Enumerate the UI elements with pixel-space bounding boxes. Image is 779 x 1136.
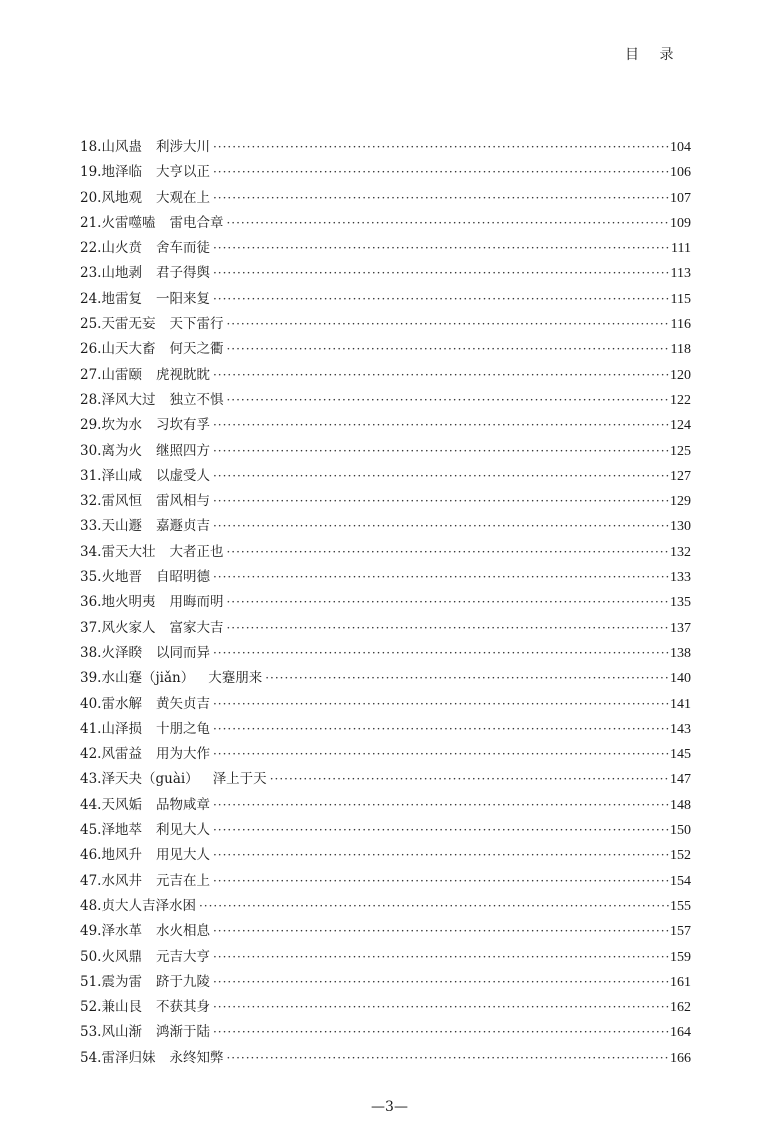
entry-page-number: 143 xyxy=(670,721,691,737)
entry-motto: 黄矢贞吉 xyxy=(155,695,210,712)
entry-motto: 跻于九陵 xyxy=(155,973,210,990)
entry-motto: 大者正也 xyxy=(169,543,224,560)
entry-page-number: 113 xyxy=(670,266,691,282)
dot-leader xyxy=(213,692,669,717)
entry-page-number: 133 xyxy=(670,570,691,586)
entry-motto: 一阳来复 xyxy=(155,290,210,307)
entry-page-number: 135 xyxy=(670,595,691,611)
dot-leader xyxy=(226,590,669,615)
dot-leader xyxy=(213,439,669,464)
dot-leader xyxy=(213,945,669,970)
entry-page-number: 122 xyxy=(670,392,691,408)
entry-motto: 利见大人 xyxy=(155,822,210,839)
toc-entry[interactable] xyxy=(80,1020,691,1045)
dot-leader xyxy=(226,616,669,641)
toc-entry[interactable] xyxy=(80,742,691,767)
entry-hexagram-name: 山地剥 xyxy=(101,265,142,282)
toc-entry[interactable] xyxy=(80,186,691,211)
entry-number: 44. xyxy=(80,796,102,813)
entry-number: 53. xyxy=(80,1024,102,1041)
entry-number: 38. xyxy=(80,644,102,661)
entry-motto: 虎视眈眈 xyxy=(155,366,210,383)
toc-entry[interactable] xyxy=(80,287,691,312)
toc-entry[interactable] xyxy=(80,1046,691,1071)
dot-leader xyxy=(213,514,669,539)
entry-motto: 水火相息 xyxy=(155,923,210,940)
entry-hexagram-name: 风雷益 xyxy=(101,746,142,763)
entry-hexagram-name: 地泽临 xyxy=(101,164,142,181)
entry-hexagram-name: 山天大畜 xyxy=(101,341,156,358)
toc-entry[interactable] xyxy=(80,413,691,438)
entry-motto: 自昭明德 xyxy=(155,569,210,586)
entry-number: 29. xyxy=(80,417,102,434)
entry-motto: 大蹇朋来 xyxy=(208,670,263,687)
dot-leader xyxy=(213,287,670,312)
entry-motto: 元吉在上 xyxy=(155,872,210,889)
entry-number: 36. xyxy=(80,594,102,611)
dot-leader xyxy=(213,135,669,160)
entry-number: 28. xyxy=(80,391,102,408)
entry-number: 24. xyxy=(80,290,102,307)
entry-hexagram-name: 山火贲 xyxy=(101,240,142,257)
entry-page-number: 145 xyxy=(670,747,691,763)
toc-entry[interactable] xyxy=(80,540,691,565)
toc-entry[interactable] xyxy=(80,767,691,792)
entry-number: 26. xyxy=(80,341,102,358)
toc-entry[interactable] xyxy=(80,919,691,944)
entry-motto: 大亨以正 xyxy=(155,164,210,181)
toc-entry[interactable] xyxy=(80,565,691,590)
entry-motto: 继照四方 xyxy=(155,442,210,459)
dot-leader xyxy=(265,666,669,691)
entry-motto: 用见大人 xyxy=(155,847,210,864)
entry-motto: 习坎有孚 xyxy=(155,417,210,434)
entry-page-number: 132 xyxy=(670,544,691,560)
toc-entry[interactable] xyxy=(80,489,691,514)
entry-page-number: 129 xyxy=(670,494,691,510)
entry-motto: 元吉大亨 xyxy=(155,948,210,965)
toc-entry[interactable] xyxy=(80,945,691,970)
entry-number: 35. xyxy=(80,569,102,586)
toc-entry[interactable] xyxy=(80,211,691,236)
entry-hexagram-name: 火雷噬嗑 xyxy=(101,214,156,231)
entry-page-number: 162 xyxy=(670,1000,691,1016)
entry-number: 40. xyxy=(80,695,102,712)
entry-motto: 君子得舆 xyxy=(155,265,210,282)
entry-motto: 舍车而徒 xyxy=(155,240,210,257)
toc-entry[interactable] xyxy=(80,590,691,615)
dot-leader xyxy=(213,742,669,767)
toc-entry[interactable] xyxy=(80,717,691,742)
entry-number: 30. xyxy=(80,442,102,459)
entry-hexagram-name: 地火明夷 xyxy=(101,594,156,611)
entry-hexagram-name: 泽风大过 xyxy=(101,391,156,408)
entry-number: 19. xyxy=(80,164,102,181)
dot-leader xyxy=(213,869,669,894)
toc-entry[interactable] xyxy=(80,616,691,641)
entry-page-number: 118 xyxy=(670,342,691,358)
entry-motto: 大观在上 xyxy=(155,189,210,206)
toc-entry[interactable] xyxy=(80,236,691,261)
entry-page-number: 138 xyxy=(670,645,691,661)
entry-motto: 何天之衢 xyxy=(169,341,224,358)
entry-page-number: 106 xyxy=(670,165,691,181)
toc-entry[interactable] xyxy=(80,312,691,337)
dot-leader xyxy=(213,843,669,868)
toc-entry[interactable] xyxy=(80,261,691,286)
toc-entry[interactable] xyxy=(80,894,691,919)
dot-leader xyxy=(226,312,669,337)
entry-page-number: 124 xyxy=(670,418,691,434)
entry-page-number: 140 xyxy=(670,671,691,687)
entry-page-number: 127 xyxy=(670,468,691,484)
entry-number: 23. xyxy=(80,265,102,282)
entry-number: 54. xyxy=(80,1049,102,1066)
entry-motto: 鸿渐于陆 xyxy=(155,1024,210,1041)
dot-leader xyxy=(213,413,669,438)
entry-motto: 品物咸章 xyxy=(155,796,210,813)
entry-page-number: 137 xyxy=(670,620,691,636)
dot-leader xyxy=(213,818,669,843)
entry-hexagram-name: 坎为水 xyxy=(101,417,142,434)
entry-motto: 十朋之龟 xyxy=(155,720,210,737)
entry-number: 33. xyxy=(80,518,102,535)
dot-leader xyxy=(213,236,670,261)
entry-page-number: 147 xyxy=(670,772,691,788)
entry-page-number: 154 xyxy=(670,873,691,889)
entry-number: 39. xyxy=(80,670,102,687)
dot-leader xyxy=(213,919,669,944)
entry-page-number: 157 xyxy=(670,924,691,940)
entry-hexagram-name: 火风鼎 xyxy=(101,948,142,965)
entry-hexagram-name: 泽地萃 xyxy=(101,822,142,839)
entry-hexagram-name: 兼山艮 xyxy=(101,999,142,1016)
dot-leader xyxy=(213,464,669,489)
entry-hexagram-name: 地风升 xyxy=(101,847,142,864)
page-header-title: 目 录 xyxy=(625,47,682,63)
entry-hexagram-name: 泽山咸 xyxy=(101,467,142,484)
entry-motto: 独立不惧 xyxy=(169,391,224,408)
entry-hexagram-name: 火泽睽 xyxy=(101,644,142,661)
entry-number: 49. xyxy=(80,923,102,940)
entry-page-number: 164 xyxy=(670,1025,691,1041)
entry-page-number: 161 xyxy=(670,974,691,990)
entry-page-number: 107 xyxy=(670,190,691,206)
entry-number: 41. xyxy=(80,720,102,737)
entry-motto: 以同而异 xyxy=(155,644,210,661)
toc-entry[interactable] xyxy=(80,995,691,1020)
entry-hexagram-name: 贞大人吉泽水困 xyxy=(101,897,196,914)
entry-page-number: 120 xyxy=(670,367,691,383)
toc-entry[interactable] xyxy=(80,818,691,843)
entry-motto: 雷电合章 xyxy=(169,214,224,231)
entry-number: 42. xyxy=(80,746,102,763)
dot-leader xyxy=(213,363,669,388)
entry-motto: 嘉遯贞吉 xyxy=(155,518,210,535)
dot-leader xyxy=(213,995,669,1020)
entry-motto: 天下雷行 xyxy=(169,316,224,333)
toc-entry[interactable] xyxy=(80,793,691,818)
dot-leader xyxy=(226,540,669,565)
toc-entry[interactable] xyxy=(80,464,691,489)
entry-hexagram-name: 风火家人 xyxy=(101,619,156,636)
entry-number: 25. xyxy=(80,316,102,333)
entry-number: 18. xyxy=(80,139,102,155)
entry-number: 46. xyxy=(80,847,102,864)
dot-leader xyxy=(213,717,669,742)
entry-hexagram-name: 山风蛊 xyxy=(101,139,142,155)
toc-entry[interactable] xyxy=(80,970,691,995)
entry-hexagram-name: 地雷复 xyxy=(101,290,142,307)
toc-entry[interactable] xyxy=(80,388,691,413)
entry-page-number: 109 xyxy=(670,215,691,231)
entry-hexagram-name: 水山蹇（jiǎn） xyxy=(101,670,195,687)
dot-leader xyxy=(270,767,669,792)
entry-page-number: 150 xyxy=(670,823,691,839)
entry-number: 37. xyxy=(80,619,102,636)
dot-leader xyxy=(199,894,669,919)
entry-hexagram-name: 风地观 xyxy=(101,189,142,206)
dot-leader xyxy=(213,186,669,211)
dot-leader xyxy=(213,160,669,185)
entry-number: 52. xyxy=(80,999,102,1016)
toc-entry[interactable] xyxy=(80,641,691,666)
entry-motto: 泽上于天 xyxy=(212,771,267,788)
entry-page-number: 148 xyxy=(670,797,691,813)
entry-number: 27. xyxy=(80,366,102,383)
entry-page-number: 166 xyxy=(670,1050,691,1066)
entry-number: 43. xyxy=(80,771,102,788)
entry-hexagram-name: 雷风恒 xyxy=(101,493,142,510)
entry-motto: 用晦而明 xyxy=(169,594,224,611)
entry-number: 50. xyxy=(80,948,102,965)
entry-hexagram-name: 离为火 xyxy=(101,442,142,459)
entry-hexagram-name: 雷泽归妹 xyxy=(101,1049,156,1066)
entry-number: 47. xyxy=(80,872,102,889)
entry-motto: 利涉大川 xyxy=(155,139,210,155)
entry-page-number: 115 xyxy=(670,291,691,307)
dot-leader xyxy=(226,211,669,236)
entry-page-number: 141 xyxy=(670,696,691,712)
entry-hexagram-name: 火地晋 xyxy=(101,569,142,586)
entry-hexagram-name: 风山渐 xyxy=(101,1024,142,1041)
entry-motto: 以虚受人 xyxy=(155,467,210,484)
entry-page-number: 116 xyxy=(670,317,691,333)
entry-number: 21. xyxy=(80,214,102,231)
entry-number: 22. xyxy=(80,240,102,257)
toc-entry[interactable] xyxy=(80,439,691,464)
toc-entry[interactable] xyxy=(80,514,691,539)
entry-page-number: 130 xyxy=(670,519,691,535)
entry-hexagram-name: 泽水革 xyxy=(101,923,142,940)
entry-page-number: 104 xyxy=(670,140,691,155)
entry-hexagram-name: 山泽损 xyxy=(101,720,142,737)
entry-hexagram-name: 山雷颐 xyxy=(101,366,142,383)
entry-number: 31. xyxy=(80,467,102,484)
dot-leader xyxy=(226,1046,669,1071)
entry-motto: 用为大作 xyxy=(155,746,210,763)
toc-entry[interactable] xyxy=(80,135,691,160)
dot-leader xyxy=(226,388,669,413)
entry-number: 34. xyxy=(80,543,102,560)
table-of-contents xyxy=(80,135,691,1071)
entry-page-number: 111 xyxy=(671,241,691,257)
entry-hexagram-name: 雷天大壮 xyxy=(101,543,156,560)
toc-entry[interactable] xyxy=(80,869,691,894)
entry-hexagram-name: 天山遯 xyxy=(101,518,142,535)
entry-motto: 永终知弊 xyxy=(169,1049,224,1066)
entry-number: 32. xyxy=(80,493,102,510)
toc-entry[interactable] xyxy=(80,337,691,362)
dot-leader xyxy=(213,261,670,286)
entry-page-number: 155 xyxy=(670,898,691,914)
dot-leader xyxy=(213,970,669,995)
entry-page-number: 152 xyxy=(670,848,691,864)
entry-number: 45. xyxy=(80,822,102,839)
dot-leader xyxy=(213,1020,669,1045)
dot-leader xyxy=(213,793,669,818)
entry-motto: 不获其身 xyxy=(155,999,210,1016)
dot-leader xyxy=(213,641,669,666)
entry-hexagram-name: 天风姤 xyxy=(101,796,142,813)
toc-entry[interactable] xyxy=(80,363,691,388)
entry-page-number: 125 xyxy=(670,443,691,459)
entry-number: 51. xyxy=(80,973,102,990)
dot-leader xyxy=(213,489,669,514)
entry-page-number: 159 xyxy=(670,949,691,965)
toc-entry[interactable] xyxy=(80,666,691,691)
entry-hexagram-name: 天雷无妄 xyxy=(101,316,156,333)
entry-hexagram-name: 泽天夬（guài） xyxy=(101,771,199,788)
toc-entry[interactable] xyxy=(80,160,691,185)
entry-number: 48. xyxy=(80,897,102,914)
toc-entry[interactable] xyxy=(80,843,691,868)
entry-hexagram-name: 震为雷 xyxy=(101,973,142,990)
entry-number: 20. xyxy=(80,189,102,206)
entry-motto: 富家大吉 xyxy=(169,619,224,636)
entry-hexagram-name: 水风井 xyxy=(101,872,142,889)
toc-entry[interactable] xyxy=(80,692,691,717)
entry-hexagram-name: 雷水解 xyxy=(101,695,142,712)
dot-leader xyxy=(226,337,669,362)
dot-leader xyxy=(213,565,669,590)
entry-motto: 雷风相与 xyxy=(155,493,210,510)
page-footer-number: —3— xyxy=(371,1099,408,1115)
